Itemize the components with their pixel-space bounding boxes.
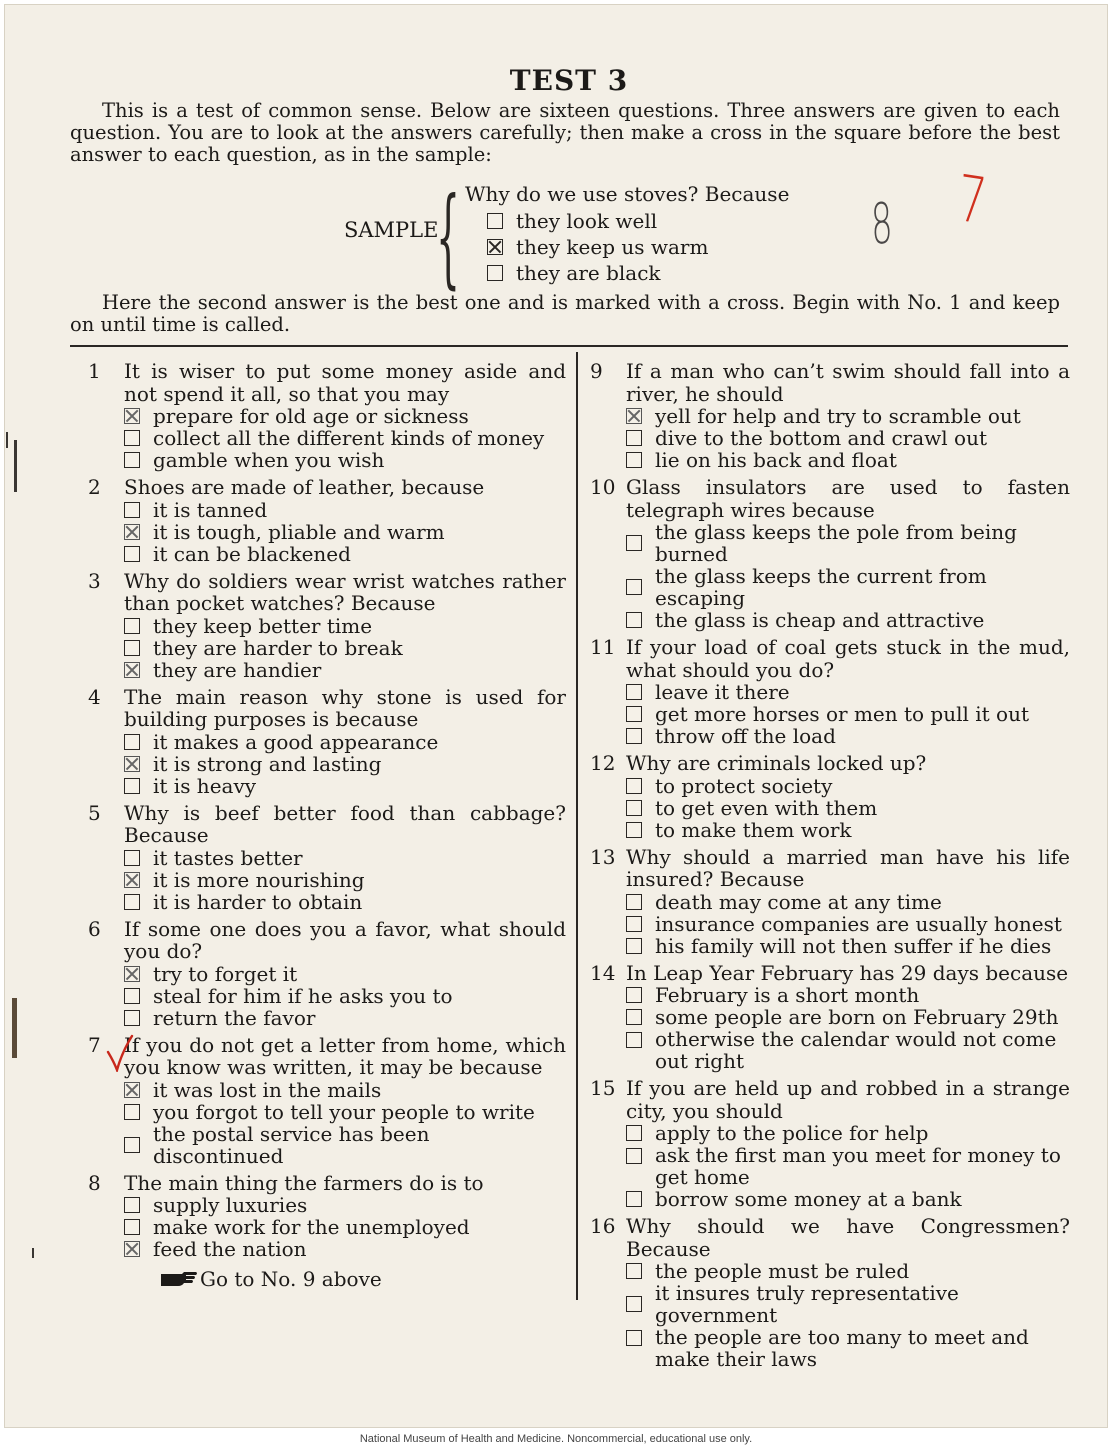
checkbox[interactable] (626, 1330, 642, 1346)
answer-option (124, 775, 566, 797)
question-stem (586, 752, 1070, 775)
checkbox[interactable] (626, 430, 642, 446)
checkbox[interactable] (626, 894, 642, 910)
answer-option (626, 1006, 1070, 1028)
answer-option (124, 731, 566, 753)
question-item (84, 918, 566, 1029)
question-stem (84, 802, 566, 847)
checkbox-checked[interactable] (124, 966, 140, 982)
checkbox-checked[interactable] (487, 239, 503, 255)
margin-mark (12, 998, 17, 1058)
question-number: 13 (590, 844, 616, 869)
answer-option (124, 847, 566, 869)
answer-option (626, 775, 1070, 797)
question-number: 6 (88, 916, 101, 941)
answer-text: apply to the police for help (655, 1121, 929, 1145)
checkbox[interactable] (124, 430, 140, 446)
sample-label: SAMPLE (344, 218, 439, 242)
checkbox[interactable] (124, 734, 140, 750)
answer-option (124, 869, 566, 891)
questions-left-column (84, 360, 566, 1293)
checkbox-checked[interactable] (124, 408, 140, 424)
pointing-hand-icon (160, 1271, 198, 1287)
test-page (4, 4, 1108, 1428)
question-text: If some one does you a favor, what should you do? (124, 916, 566, 963)
answer-text: try to forget it (153, 961, 298, 986)
answer-text: they are handier (153, 657, 322, 682)
question-number: 7 (88, 1032, 101, 1057)
goto-instruction (160, 1265, 566, 1293)
answer-text: death may come at any time (655, 889, 942, 914)
question-text: Why is beef better food than cabbage? Because (124, 800, 566, 847)
checkbox[interactable] (626, 728, 642, 744)
question-stem (586, 360, 1070, 405)
question-number: 12 (590, 751, 616, 775)
answer-text: feed the nation (153, 1237, 307, 1261)
red-checkmark-icon (106, 1034, 134, 1072)
answer-text: to make them work (655, 817, 852, 842)
checkbox[interactable] (626, 938, 642, 954)
answer-text: you forgot to tell your people to write (153, 1099, 535, 1124)
answer-option (124, 659, 566, 681)
question-text: If you are held up and robbed in a strange city, you should (626, 1076, 1070, 1123)
answer-option (626, 565, 1070, 609)
sample-question: Why do we use stoves? Because (465, 182, 790, 206)
checkbox[interactable] (626, 916, 642, 932)
answer-text: it can be blackened (153, 541, 351, 566)
answer-text: the glass keeps the pole from being burned (655, 520, 1017, 566)
answer-text: steal for him if he asks you to (153, 983, 453, 1008)
answer-option (124, 1194, 566, 1216)
instructions (70, 100, 1060, 166)
checkbox[interactable] (124, 850, 140, 866)
question-stem (84, 476, 566, 499)
answer-text: throw off the load (655, 724, 836, 748)
question-number: 11 (590, 635, 616, 659)
question-number: 14 (590, 960, 616, 985)
answer-option (124, 427, 566, 449)
checkbox[interactable] (626, 1296, 642, 1312)
question-item (586, 1077, 1070, 1210)
answer-text: to protect society (655, 773, 833, 798)
answer-text: dive to the bottom and crawl out (655, 426, 988, 450)
instructions-continued-text: Here the second answer is the best one and is marked with a cross. Begin with No. 1 and keep on until time is called. (70, 291, 1060, 336)
answer-option (626, 703, 1070, 725)
checkbox-checked[interactable] (124, 872, 140, 888)
answer-option (124, 963, 566, 985)
answer-option (124, 985, 566, 1007)
question-item (84, 1034, 566, 1167)
checkbox[interactable] (626, 822, 642, 838)
answer-option (626, 427, 1070, 449)
answer-option (124, 1079, 566, 1101)
sample-option-text: they are black (516, 261, 661, 285)
answer-option (124, 1101, 566, 1123)
checkbox[interactable] (124, 1010, 140, 1026)
answer-option (626, 1326, 1070, 1370)
answer-text: the glass is cheap and attractive (655, 608, 985, 632)
answer-text: the postal service has been discontinued (153, 1121, 430, 1168)
answer-text: the glass keeps the current from escaping (655, 564, 987, 610)
answer-option (626, 1122, 1070, 1144)
question-item (84, 686, 566, 797)
question-stem (84, 1172, 566, 1195)
answer-text: it insures truly representative government (655, 1281, 959, 1327)
answer-option (626, 1188, 1070, 1210)
checkbox[interactable] (626, 535, 642, 551)
answer-option (124, 521, 566, 543)
answer-option (124, 449, 566, 471)
answer-option (124, 615, 566, 637)
question-number: 15 (590, 1076, 616, 1100)
sample-option (487, 260, 661, 286)
checkbox[interactable] (626, 1148, 642, 1164)
answer-option (124, 1238, 566, 1260)
checkbox[interactable] (124, 1219, 140, 1235)
question-text: Shoes are made of leather, because (124, 475, 485, 499)
answer-option (626, 797, 1070, 819)
answer-option (626, 725, 1070, 747)
question-item (84, 360, 566, 471)
question-text: Why should we have Congressmen? Because (626, 1214, 1070, 1261)
checkbox[interactable] (626, 1009, 642, 1025)
answer-text: lie on his back and float (655, 448, 897, 472)
question-item (586, 636, 1070, 747)
checkbox[interactable] (626, 800, 642, 816)
instructions-continued (70, 292, 1060, 336)
answer-option (626, 1144, 1070, 1188)
sample-option-text: they look well (516, 209, 658, 233)
answer-option (626, 449, 1070, 471)
page-title: TEST 3 (509, 64, 629, 97)
question-item (586, 846, 1070, 957)
checkbox[interactable] (626, 778, 642, 794)
checkbox-checked[interactable] (124, 662, 140, 678)
checkbox[interactable] (124, 778, 140, 794)
checkbox-checked[interactable] (124, 524, 140, 540)
question-stem (586, 1215, 1070, 1260)
answer-text: the people are too many to meet and make their laws (655, 1325, 1029, 1371)
question-stem (586, 636, 1070, 681)
checkbox[interactable] (626, 684, 642, 700)
checkbox-checked[interactable] (124, 756, 140, 772)
answer-option (124, 1216, 566, 1238)
question-item (586, 360, 1070, 471)
answer-option (124, 499, 566, 521)
question-stem (84, 918, 566, 963)
handwritten-score-red: 7 (955, 162, 990, 240)
answer-text: borrow some money at a bank (655, 1187, 962, 1211)
sample-option (487, 234, 708, 260)
answer-option (626, 681, 1070, 703)
answer-option (124, 1007, 566, 1029)
question-number: 1 (88, 359, 101, 383)
checkbox-checked[interactable] (124, 1082, 140, 1098)
answer-option (626, 1282, 1070, 1326)
question-item (84, 802, 566, 913)
question-number: 2 (88, 475, 101, 499)
question-item (586, 476, 1070, 631)
question-number: 10 (590, 475, 616, 499)
answer-text: it is tanned (153, 497, 268, 522)
question-number: 5 (88, 800, 101, 825)
answer-option (626, 913, 1070, 935)
answer-option (626, 984, 1070, 1006)
answer-option (626, 609, 1070, 631)
answer-text: otherwise the calendar would not come out right (655, 1027, 1057, 1073)
question-item (84, 476, 566, 565)
answer-text: it is heavy (153, 773, 257, 798)
question-number: 16 (590, 1214, 616, 1238)
checkbox[interactable] (626, 1125, 642, 1141)
answer-text: it is harder to obtain (153, 889, 363, 914)
question-item (84, 570, 566, 681)
answer-text: to get even with them (655, 795, 878, 820)
question-text: It is wiser to put some money aside and not spend it all, so that you may (124, 359, 566, 406)
sample-block (344, 175, 844, 300)
checkbox[interactable] (124, 452, 140, 468)
margin-mark (32, 1248, 34, 1258)
answer-text: return the favor (153, 1005, 316, 1030)
checkbox[interactable] (124, 1104, 140, 1120)
handwritten-score-pencil: 8 (869, 190, 894, 259)
question-item (84, 1172, 566, 1261)
answer-text: February is a short month (655, 983, 920, 1007)
answer-text: some people are born on February 29th (655, 1005, 1059, 1029)
answer-text: leave it there (655, 680, 790, 704)
answer-text: prepare for old age or sickness (153, 404, 469, 428)
question-text: If you do not get a letter from home, which you know was written, it may be because (124, 1032, 566, 1079)
answer-text: it was lost in the mails (153, 1077, 382, 1102)
checkbox[interactable] (626, 579, 642, 595)
question-number: 9 (590, 359, 603, 383)
question-text: In Leap Year February has 29 days because (626, 960, 1069, 985)
question-text: Why are criminals locked up? (626, 751, 927, 775)
answer-text: it is strong and lasting (153, 751, 382, 776)
answer-option (124, 891, 566, 913)
answer-text: they keep better time (153, 613, 373, 638)
footer-credit: National Museum of Health and Medicine. Noncommercial, educational use only. (359, 1433, 753, 1445)
answer-text: supply luxuries (153, 1193, 308, 1217)
goto-text: Go to No. 9 above (200, 1267, 382, 1291)
questions-right-column (586, 360, 1070, 1375)
question-text: Why do soldiers wear wrist watches rather than pocket watches? Because (124, 568, 566, 615)
answer-text: insurance companies are usually honest (655, 911, 1062, 936)
question-stem (84, 686, 566, 731)
answer-text: they are harder to break (153, 635, 403, 660)
answer-option (626, 891, 1070, 913)
question-text: The main reason why stone is used for building purposes is because (124, 684, 566, 731)
answer-option (124, 753, 566, 775)
checkbox[interactable] (124, 1197, 140, 1213)
question-text: The main thing the farmers do is to (124, 1170, 484, 1195)
answer-text: it is tough, pliable and warm (153, 519, 445, 544)
question-text: Glass insulators are used to fasten telegraph wires because (626, 475, 1070, 522)
answer-text: gamble when you wish (153, 448, 385, 472)
question-number: 3 (88, 568, 101, 593)
answer-option (626, 935, 1070, 957)
question-stem (84, 1034, 566, 1079)
answer-text: his family will not then suffer if he dies (655, 933, 1052, 958)
checkbox[interactable] (124, 894, 140, 910)
answer-text: yell for help and try to scramble out (655, 404, 1021, 428)
answer-text: ask the first man you meet for money to get home (655, 1143, 1061, 1189)
question-text: If a man who can’t swim should fall into a river, he should (626, 359, 1070, 406)
answer-text: it makes a good appearance (153, 729, 439, 754)
checkbox[interactable] (626, 1032, 642, 1048)
answer-option (124, 543, 566, 565)
answer-text: it tastes better (153, 845, 303, 870)
question-number: 4 (88, 684, 101, 709)
checkbox[interactable] (626, 1263, 642, 1279)
answer-text: it is more nourishing (153, 867, 365, 892)
question-item (586, 752, 1070, 841)
margin-mark (14, 440, 17, 492)
sample-option (487, 208, 657, 234)
question-text: If your load of coal gets stuck in the mud, what should you do? (626, 635, 1070, 682)
answer-option (626, 521, 1070, 565)
checkbox[interactable] (124, 1137, 140, 1153)
answer-option (626, 405, 1070, 427)
checkbox[interactable] (626, 1191, 642, 1207)
answer-option (124, 1123, 566, 1167)
answer-option (124, 637, 566, 659)
question-stem (586, 962, 1070, 985)
checkbox-checked[interactable] (124, 1241, 140, 1257)
answer-text: make work for the unemployed (153, 1215, 470, 1239)
question-stem (84, 570, 566, 615)
question-stem (586, 846, 1070, 891)
question-text: Why should a married man have his life insured? Because (626, 844, 1070, 891)
answer-text: collect all the different kinds of money (153, 426, 545, 450)
divider-vertical (576, 352, 578, 1300)
checkbox[interactable] (487, 265, 503, 281)
margin-mark (6, 432, 8, 448)
question-stem (586, 476, 1070, 521)
instructions-text: This is a test of common sense. Below are sixteen questions. Three answers are given to each question. You are to look at the answers carefully; then make a cross in the square before the best answer to each question, as in the sample: (70, 99, 1060, 166)
answer-text: the people must be ruled (655, 1259, 910, 1283)
checkbox[interactable] (487, 213, 503, 229)
answer-option (626, 1260, 1070, 1282)
brace-icon: { (436, 175, 461, 300)
checkbox[interactable] (626, 987, 642, 1003)
answer-option (626, 1028, 1070, 1072)
checkbox[interactable] (124, 546, 140, 562)
question-item (586, 1215, 1070, 1370)
question-stem (586, 1077, 1070, 1122)
sample-option-text: they keep us warm (516, 235, 709, 259)
checkbox[interactable] (626, 612, 642, 628)
answer-option (124, 405, 566, 427)
checkbox[interactable] (626, 706, 642, 722)
checkbox[interactable] (626, 452, 642, 468)
answer-text: get more horses or men to pull it out (655, 702, 1030, 726)
checkbox-checked[interactable] (626, 408, 642, 424)
divider-horizontal (70, 345, 1068, 347)
checkbox[interactable] (124, 502, 140, 518)
checkbox[interactable] (124, 618, 140, 634)
question-number: 8 (88, 1170, 101, 1195)
question-item (586, 962, 1070, 1073)
answer-option (626, 819, 1070, 841)
checkbox[interactable] (124, 640, 140, 656)
question-stem (84, 360, 566, 405)
checkbox[interactable] (124, 988, 140, 1004)
